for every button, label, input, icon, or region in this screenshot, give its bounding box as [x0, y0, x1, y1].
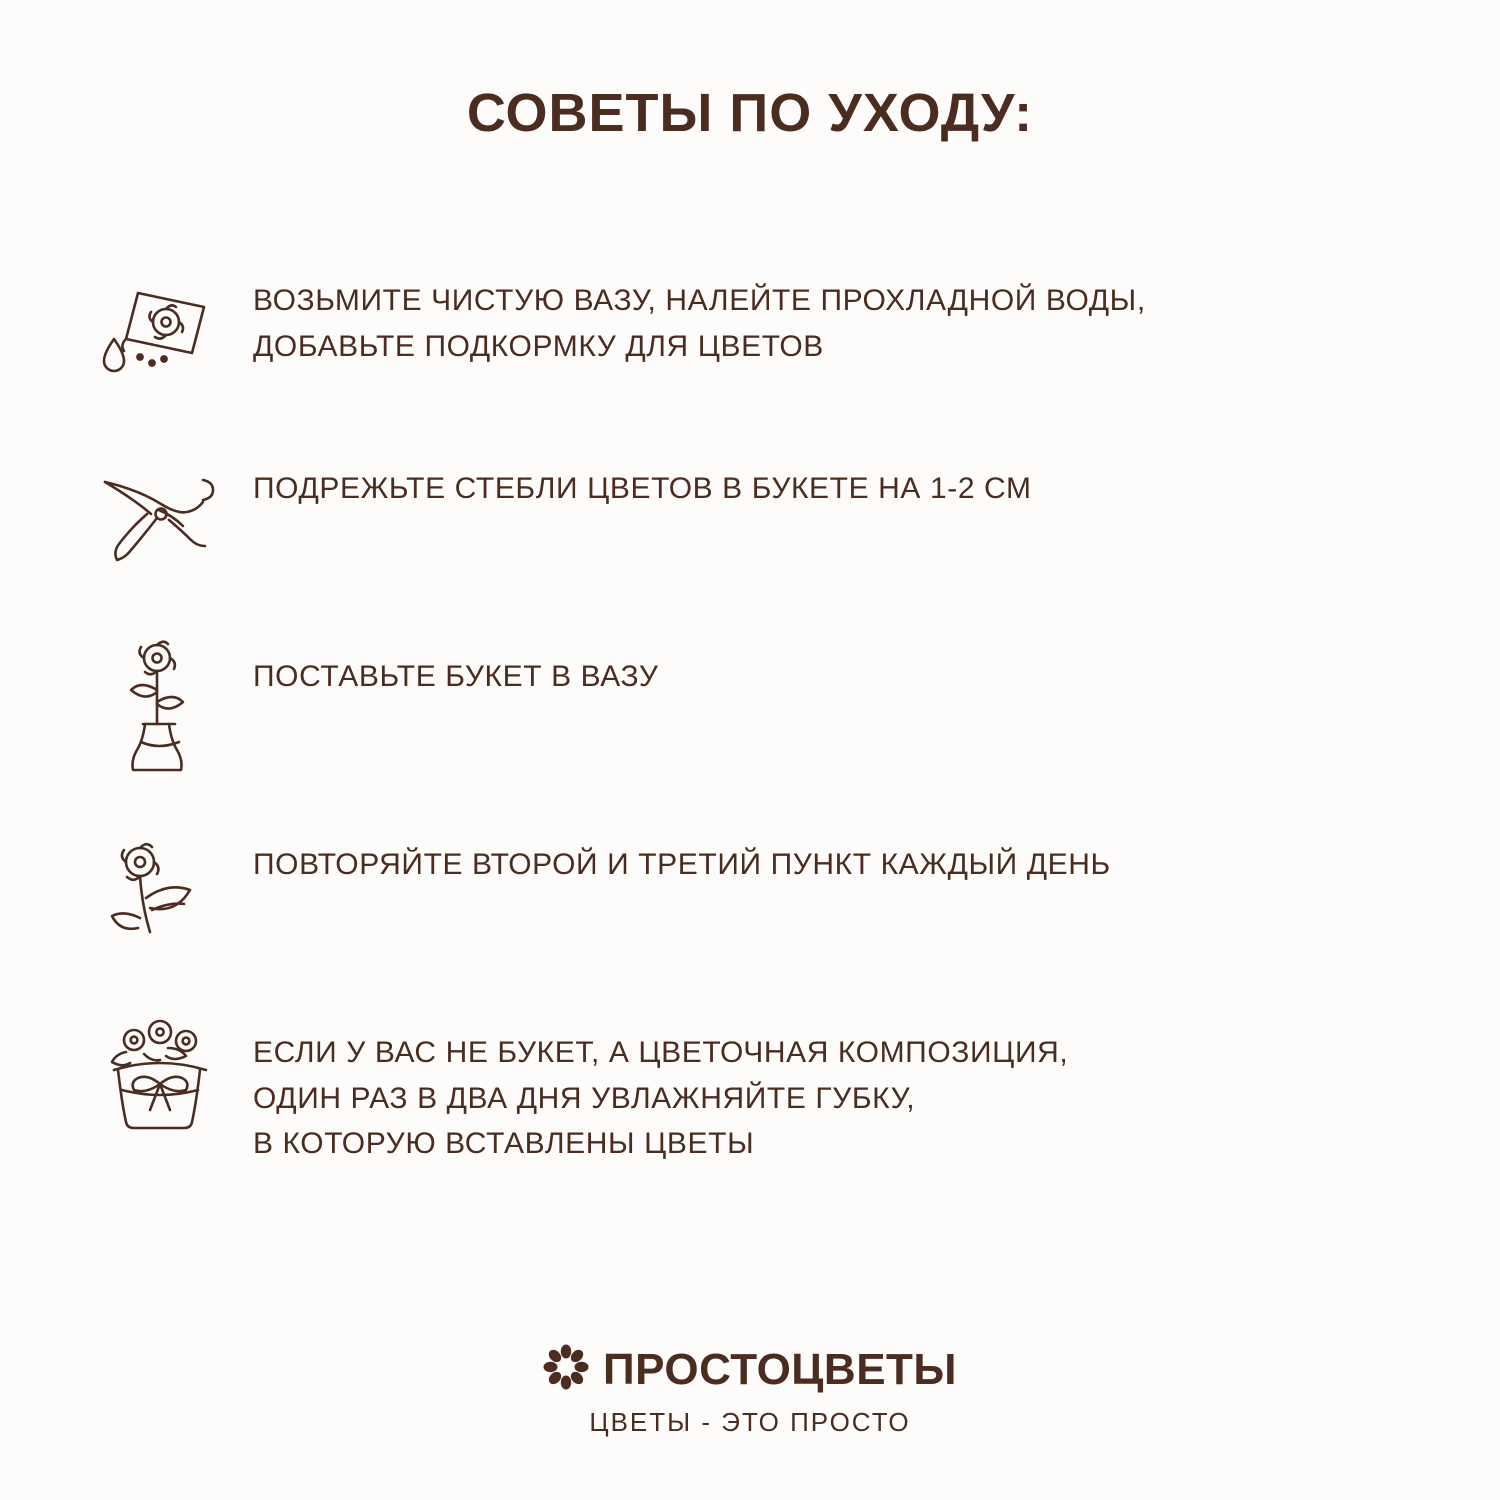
flower-with-leaf-icon [85, 836, 235, 956]
list-item [0, 1024, 1500, 1174]
list-item-line: ПОДРЕЖЬТЕ СТЕБЛИ ЦВЕТОВ В БУКЕТЕ НА 1-2 СМ [253, 472, 1032, 505]
brand-tagline: ЦВЕТЫ - ЭТО ПРОСТО [589, 1407, 911, 1437]
flower-logo-icon [543, 1344, 589, 1395]
list-item-text [253, 1024, 1068, 1167]
flower-basket-icon [85, 1024, 235, 1144]
flower-food-packet-icon [85, 272, 235, 392]
tips-list [0, 272, 1500, 1344]
list-item [0, 460, 1500, 610]
list-item-text [253, 272, 1146, 369]
list-item-line: ДОБАВЬТЕ ПОДКОРМКУ ДЛЯ ЦВЕТОВ [253, 329, 824, 363]
list-item-line: В КОТОРУЮ ВСТАВЛЕНЫ ЦВЕТЫ [253, 1127, 755, 1161]
list-item-line: ВОЗЬМИТЕ ЧИСТУЮ ВАЗУ, НАЛЕЙТЕ ПРОХЛАДНОЙ ВОДЫ, [253, 284, 1146, 317]
list-item-text [253, 836, 1111, 888]
page-title: СОВЕТЫ ПО УХОДУ: [466, 83, 1034, 143]
list-item [0, 272, 1500, 422]
footer [0, 1344, 1500, 1438]
brand-name: ПРОСТОЦВЕТЫ [602, 1344, 958, 1394]
list-item-line: ЕСЛИ У ВАС НЕ БУКЕТ, А ЦВЕТОЧНАЯ КОМПОЗИЦИЯ, [253, 1036, 1069, 1069]
list-item [0, 836, 1500, 986]
flower-in-vase-icon [85, 648, 235, 768]
pruning-shears-icon [85, 460, 235, 580]
list-item-text [253, 460, 1032, 512]
list-item-line: ПОВТОРЯЙТЕ ВТОРОЙ И ТРЕТИЙ ПУНКТ КАЖДЫЙ ДЕНЬ [253, 848, 1111, 881]
brand-logo [543, 1344, 957, 1395]
list-item [0, 648, 1500, 798]
list-item-text [253, 648, 659, 700]
list-item-line: ОДИН РАЗ В ДВА ДНЯ УВЛАЖНЯЙТЕ ГУБКУ, [253, 1081, 916, 1115]
list-item-line: ПОСТАВЬТЕ БУКЕТ В ВАЗУ [253, 660, 659, 693]
